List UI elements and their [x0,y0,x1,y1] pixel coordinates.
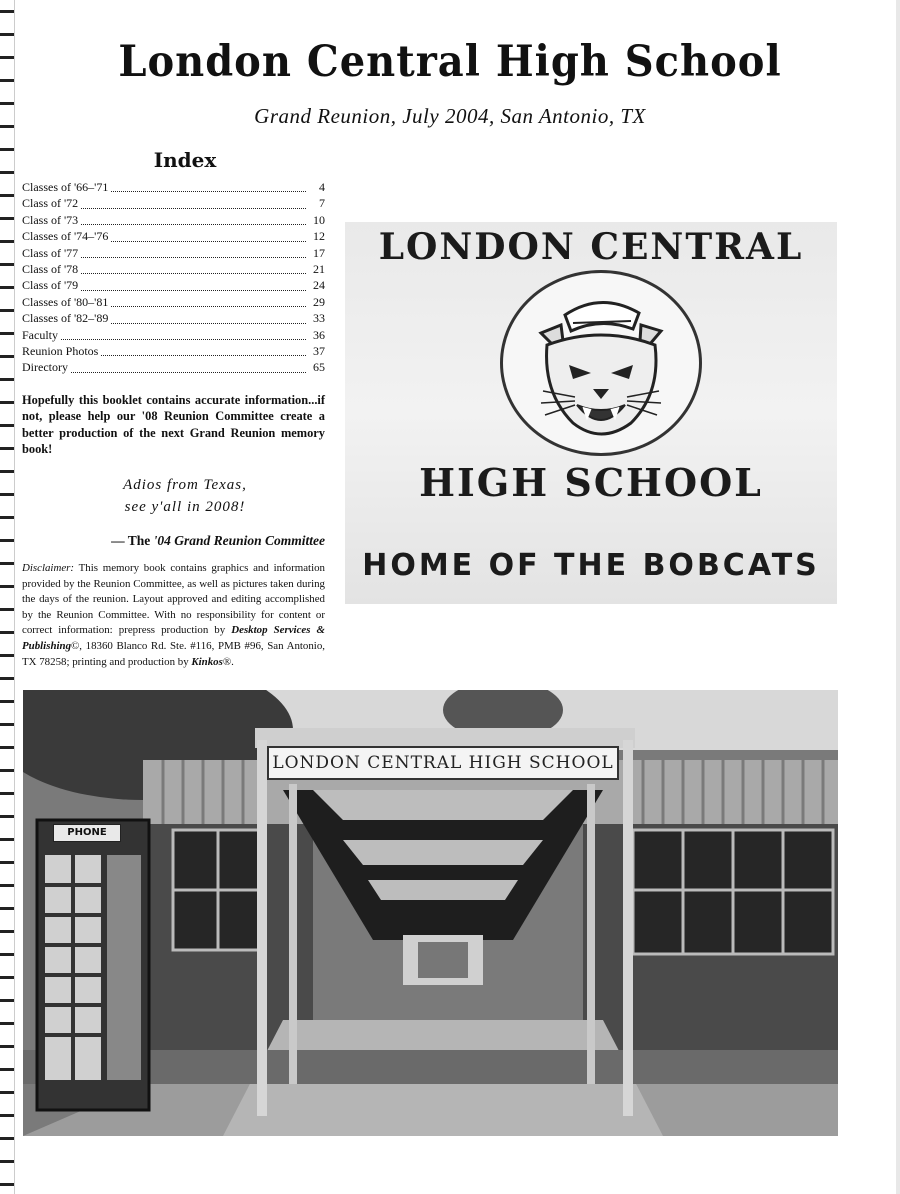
index-row [22,245,325,261]
index-leader-dots [71,372,306,373]
disclaimer-company: Desktop Services & Publishing [22,624,325,652]
index-leader-dots [101,355,306,356]
disclaimer-part-2: ©, 18360 Blanco Rd. Ste. #116, PMB #96, San Antonio, TX 78258; printing and production by [22,639,325,668]
index-leader-dots [81,208,306,209]
index-label: Class of '72 [22,196,79,211]
page-edge [896,0,900,1194]
phone-booth-sign: PHONE [53,824,121,842]
disclaimer-part-1: This memory book contains graphics and information provided by the Reunion Committee, as well as pictures taken during the days of the reunion. Layout approved and editing accomplished by the Reunion Committee. With no responsibility for content or correct information: prepress production by [22,562,325,637]
index-leader-dots [81,257,306,258]
index-list [22,179,325,376]
adios-line-2: see y'all in 2008! [124,499,246,515]
index-label: Faculty [22,327,58,342]
index-row [22,327,325,343]
index-row [22,179,325,195]
signoff-prefix: — The [111,533,154,548]
sign-line-3: HOME OF THE BOBCATS [362,548,820,583]
index-page-number: 7 [319,196,325,211]
index-label: Directory [22,360,68,375]
index-label: Classes of '74–'76 [22,229,109,244]
index-leader-dots [111,241,306,242]
index-page-number: 29 [313,294,325,309]
index-page-number: 65 [313,360,325,375]
index-page-number: 24 [313,278,325,293]
index-label: Class of '78 [22,261,79,276]
school-sign-photo [345,222,837,604]
index-label: Classes of '82–'89 [22,311,109,326]
index-leader-dots [81,224,306,225]
index-leader-dots [111,191,306,192]
index-page-number: 37 [313,343,325,358]
index-label: Classes of '80–'81 [22,294,109,309]
page-title: London Central High School [118,36,782,87]
index-heading: Index [153,148,217,172]
index-page-number: 17 [313,245,325,260]
index-page-number: 33 [313,311,325,326]
page-subtitle: Grand Reunion, July 2004, San Antonio, TX [254,104,646,128]
index-page-number: 21 [313,261,325,276]
index-page-number: 12 [313,229,325,244]
index-leader-dots [111,306,306,307]
index-row [22,277,325,293]
disclaimer [22,561,325,670]
signoff-committee: '04 Grand Reunion Committee [153,533,325,548]
disclaimer-part-3: ®. [222,655,234,668]
index-row [22,228,325,244]
index-page-number: 36 [313,327,325,342]
index-row [22,310,325,326]
school-banner: LONDON CENTRAL HIGH SCHOOL [267,746,619,780]
index-row [22,343,325,359]
sign-line-1: LONDON CENTRAL [378,226,804,268]
school-entrance-photo [23,690,838,1136]
index-row [22,359,325,375]
index-leader-dots [111,323,306,324]
index-leader-dots [81,290,306,291]
index-row [22,294,325,310]
index-label: Reunion Photos [22,343,99,358]
index-label: Class of '79 [22,278,79,293]
committee-signoff [22,533,325,549]
adios-line-1: Adios from Texas, [123,477,247,493]
index-label: Classes of '66–'71 [22,180,109,194]
index-leader-dots [61,339,306,340]
index-row [22,261,325,277]
disclaimer-printer: Kinkos [191,655,223,668]
sign-line-2: HIGH SCHOOL [419,460,763,505]
adios-message [60,474,310,518]
index-page-number: 10 [313,212,325,227]
booklet-note: Hopefully this booklet contains accurate information...if not, please help our '08 Reunion Committee create a better production of the next Grand Reunion memory book! [22,393,325,457]
index-label: Class of '77 [22,245,79,260]
index-label: Class of '73 [22,212,79,227]
index-row [22,212,325,228]
bobcat-mascot-icon [500,270,702,456]
index-page-number: 4 [319,180,325,194]
disclaimer-label: Disclaimer: [22,562,75,574]
index-leader-dots [81,273,306,274]
index-row [22,195,325,211]
spiral-binding [0,0,15,1194]
